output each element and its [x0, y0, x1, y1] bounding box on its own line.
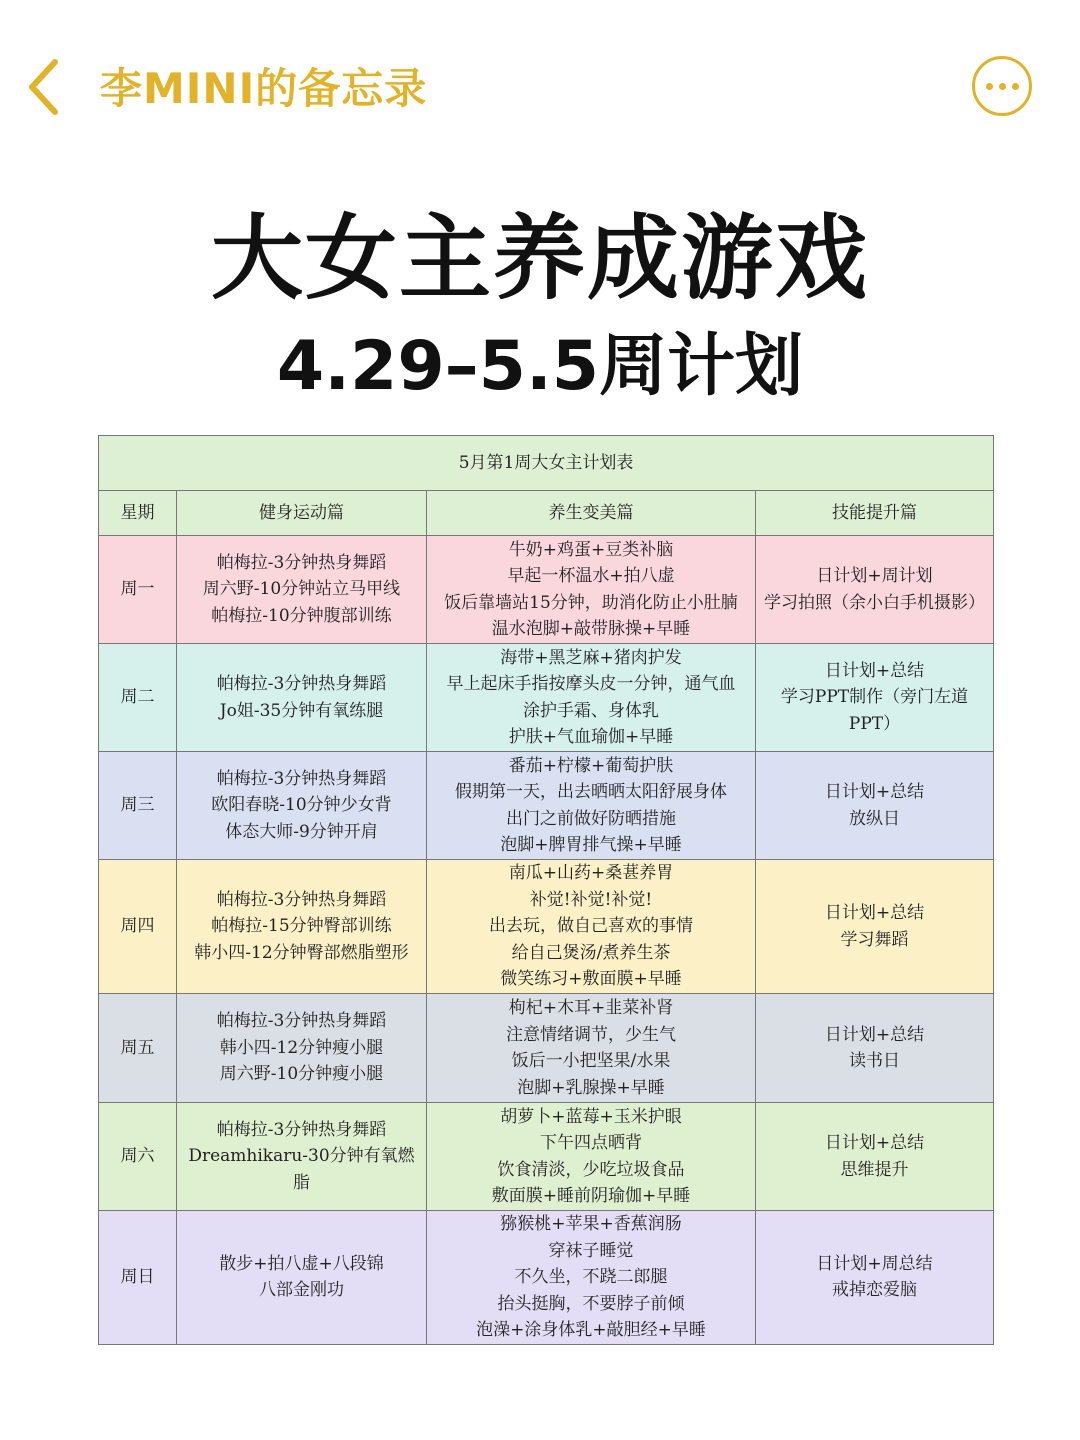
more-dots-icon: [986, 83, 993, 90]
cell-line: 日计划+周总结: [816, 1253, 933, 1274]
cell-line: 帕梅拉-3分钟热身舞蹈: [216, 674, 387, 694]
health-cell: [427, 994, 756, 1103]
day-cell: 周一: [99, 536, 177, 644]
cell-line: 涂护手霜、身体乳: [523, 700, 659, 721]
cell-line: 微笑练习+敷面膜+早睡: [500, 969, 682, 990]
cell-line: 下午四点晒背: [540, 1133, 642, 1153]
cell-line: 早起一杯温水+拍八虚: [507, 566, 675, 586]
fitness-cell: [177, 536, 427, 644]
top-bar: [0, 0, 1080, 175]
cell-line: 饭后靠墙站15分钟，助消化防止小肚腩: [444, 592, 738, 613]
cell-line: 补觉!补觉!补觉!: [529, 889, 653, 910]
cell-line: 帕梅拉-10分钟腹部训练: [211, 605, 392, 626]
cell-line: 戒掉恋爱脑: [832, 1280, 917, 1301]
column-header: 健身运动篇: [177, 491, 427, 536]
cell-line: 温水泡脚+敲带脉操+早睡: [491, 619, 691, 639]
skills-cell: [756, 1103, 994, 1211]
more-button[interactable]: [972, 56, 1032, 116]
cell-line: 日计划+总结: [824, 782, 925, 802]
cell-line: 假期第一天，出去晒晒太阳舒展身体: [455, 782, 727, 802]
skills-cell: [756, 644, 994, 752]
cell-line: 敷面膜+睡前阴瑜伽+早睡: [491, 1186, 691, 1206]
cell-line: 韩小四-12分钟瘦小腿: [219, 1037, 384, 1058]
day-cell: 周三: [99, 752, 177, 860]
health-cell: [427, 1211, 756, 1345]
table-row: [99, 1103, 994, 1211]
cell-line: 海带+黑芝麻+猪肉护发: [500, 647, 682, 668]
table-row: [99, 644, 994, 752]
cell-line: 日计划+总结: [824, 1024, 925, 1045]
day-cell: 周日: [99, 1211, 177, 1345]
cell-line: 帕梅拉-3分钟热身舞蹈: [216, 1011, 387, 1032]
cell-line: 护肤+气血瑜伽+早睡: [508, 727, 674, 747]
cell-line: 帕梅拉-15分钟臀部训练: [211, 916, 392, 937]
skills-cell: [756, 752, 994, 860]
cell-line: 学习PPT制作（旁门左道PPT）: [780, 687, 969, 734]
health-cell: [427, 860, 756, 994]
cell-line: 枸杞+木耳+韭菜补肾: [508, 998, 674, 1018]
cell-line: 日计划+周计划: [816, 566, 933, 586]
cell-line: 帕梅拉-3分钟热身舞蹈: [216, 1119, 387, 1140]
day-cell: 周五: [99, 994, 177, 1103]
cell-line: 牛奶+鸡蛋+豆类补脑: [508, 539, 674, 560]
cell-line: 学习拍照（余小白手机摄影）: [764, 592, 985, 613]
skills-cell: [756, 1211, 994, 1345]
fitness-cell: [177, 860, 427, 994]
health-cell: [427, 752, 756, 860]
fitness-cell: [177, 1211, 427, 1345]
chevron-left-icon: [26, 58, 60, 116]
plan-table: [98, 435, 994, 1345]
cell-line: 欧阳春晓-10分钟少女背: [211, 795, 392, 816]
cell-line: 泡澡+涂身体乳+敲胆经+早睡: [476, 1320, 706, 1340]
column-header: 养生变美篇: [427, 491, 756, 536]
cell-line: 日计划+总结: [824, 903, 925, 923]
table-row: [99, 752, 994, 860]
health-cell: [427, 1103, 756, 1211]
page-title: 大女主养成游戏: [210, 205, 869, 312]
cell-line: 早上起床手指按摩头皮一分钟，通气血: [446, 674, 736, 694]
cell-line: 饭后一小把坚果/水果: [511, 1051, 671, 1071]
cell-line: 注意情绪调节，少生气: [506, 1024, 676, 1045]
cell-line: 日计划+总结: [824, 660, 925, 681]
table-row: [99, 860, 994, 994]
cell-line: 帕梅拉-3分钟热身舞蹈: [216, 768, 387, 789]
cell-line: 学习舞蹈: [840, 929, 909, 950]
column-header: 星期: [99, 491, 177, 536]
fitness-cell: [177, 1103, 427, 1211]
skills-cell: [756, 994, 994, 1103]
skills-cell: [756, 860, 994, 994]
fitness-cell: [177, 752, 427, 860]
day-cell: 周六: [99, 1103, 177, 1211]
cell-line: 帕梅拉-3分钟热身舞蹈: [216, 889, 387, 910]
cell-line: 胡萝卜+蓝莓+玉米护眼: [500, 1106, 682, 1127]
cell-line: Jo姐-35分钟有氧练腿: [219, 700, 384, 721]
back-button[interactable]: [18, 55, 68, 119]
cell-line: 周六野-10分钟站立马甲线: [202, 579, 401, 600]
fitness-cell: [177, 994, 427, 1103]
cell-line: 饮食清淡，少吃垃圾食品: [497, 1159, 685, 1180]
table-body: [99, 536, 994, 1345]
cell-line: 周六野-10分钟瘦小腿: [219, 1064, 384, 1085]
cell-line: 猕猴桃+苹果+香蕉润肠: [500, 1214, 682, 1234]
cell-line: 不久坐，不跷二郎腿: [514, 1267, 668, 1287]
cell-line: 泡脚+乳腺操+早睡: [517, 1077, 665, 1098]
health-cell: [427, 644, 756, 752]
cell-line: 思维提升: [840, 1159, 909, 1180]
cell-line: 番茄+柠檬+葡萄护肤: [508, 755, 674, 776]
table-row: [99, 1211, 994, 1345]
cell-line: 南瓜+山药+桑葚养胃: [508, 863, 674, 884]
cell-line: 帕梅拉-3分钟热身舞蹈: [216, 552, 387, 573]
cell-line: 体态大师-9分钟开肩: [225, 821, 378, 842]
health-cell: [427, 536, 756, 644]
day-cell: 周二: [99, 644, 177, 752]
cell-line: 给自己煲汤/煮养生茶: [511, 942, 671, 963]
cell-line: 八部金刚功: [259, 1280, 344, 1301]
table-row: [99, 994, 994, 1103]
column-header: 技能提升篇: [756, 491, 994, 536]
app-title: 李MINI的备忘录: [100, 64, 428, 113]
table-row: [99, 536, 994, 644]
cell-line: 抬头挺胸，不要脖子前倾: [497, 1293, 685, 1314]
cell-line: 韩小四-12分钟臀部燃脂塑形: [194, 942, 409, 963]
cell-line: 放纵日: [849, 808, 900, 829]
cell-line: 出门之前做好防晒措施: [506, 808, 676, 829]
cell-line: 泡脚+脾胃排气操+早睡: [500, 835, 682, 855]
cell-line: 日计划+总结: [824, 1133, 925, 1153]
cell-line: Dreamhikaru-30分钟有氧燃脂: [188, 1146, 415, 1193]
cell-line: 散步+拍八虚+八段锦: [219, 1253, 384, 1274]
page-subtitle: 4.29–5.5周计划: [276, 327, 804, 406]
table-title: 5月第1周大女主计划表: [99, 436, 994, 491]
cell-line: 读书日: [849, 1051, 900, 1071]
cell-line: 穿袜子睡觉: [548, 1240, 634, 1261]
cell-line: 出去玩，做自己喜欢的事情: [489, 916, 693, 937]
skills-cell: [756, 536, 994, 644]
fitness-cell: [177, 644, 427, 752]
day-cell: 周四: [99, 860, 177, 994]
